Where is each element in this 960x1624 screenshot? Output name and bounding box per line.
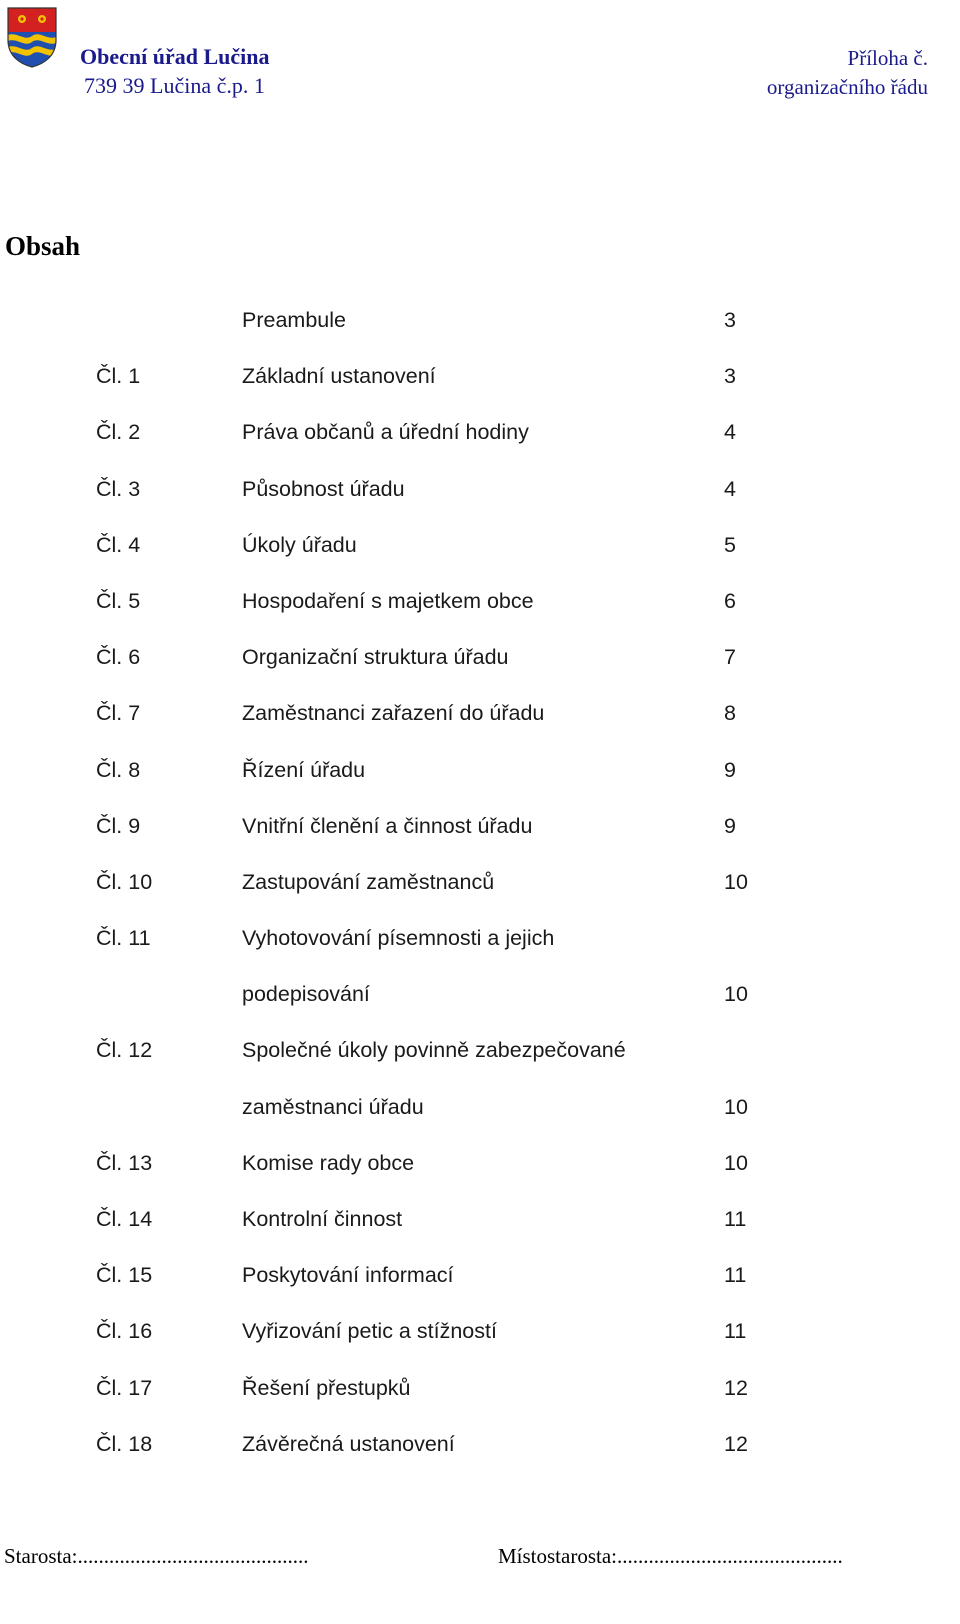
toc-page-number: 6 — [724, 588, 736, 613]
toc-page-number: 11 — [724, 1319, 747, 1344]
office-address: 739 39 Lučina č.p. 1 — [84, 73, 265, 98]
toc-entry-title: Hospodaření s majetkem obce — [242, 588, 534, 613]
toc-entry-title: Závěrečná ustanovení — [242, 1431, 455, 1456]
toc-article-number: Čl. 9 — [96, 813, 141, 838]
toc-article-number: Čl. 6 — [96, 645, 141, 670]
toc-row — [0, 1151, 960, 1207]
toc-page-number: 10 — [724, 1094, 748, 1119]
toc-entry-title: Zastupování zaměstnanců — [242, 869, 495, 894]
toc-row — [0, 1432, 960, 1488]
toc-row — [0, 477, 960, 533]
toc-row — [0, 758, 960, 814]
toc-row — [0, 1095, 960, 1151]
toc-article-number: Čl. 16 — [96, 1319, 153, 1344]
toc-row — [0, 926, 960, 982]
coat-of-arms-icon — [6, 6, 58, 68]
toc-article-number: Čl. 4 — [96, 532, 141, 557]
toc-article-number: Čl. 5 — [96, 588, 141, 613]
toc-article-number: Čl. 17 — [96, 1375, 153, 1400]
toc-row — [0, 870, 960, 926]
toc-page-number: 8 — [724, 701, 736, 726]
mayor-signature-line: Starosta:............................................ — [4, 1544, 309, 1568]
toc-article-number: Čl. 14 — [96, 1207, 153, 1231]
toc-entry-title: podepisování — [242, 982, 370, 1007]
toc-entry-title: Společné úkoly povinně zabezpečované — [242, 1038, 626, 1063]
toc-entry-title: Zaměstnanci zařazení do úřadu — [242, 701, 545, 726]
toc-page-number: 4 — [724, 476, 736, 501]
toc-row — [0, 364, 960, 420]
table-of-contents — [0, 308, 960, 1488]
toc-row — [0, 1319, 960, 1375]
toc-article-number: Čl. 7 — [96, 701, 141, 726]
toc-article-number: Čl. 13 — [96, 1150, 153, 1175]
toc-entry-title: Kontrolní činnost — [242, 1207, 403, 1231]
toc-entry-title: Řízení úřadu — [242, 757, 366, 782]
toc-page-number: 7 — [724, 645, 736, 670]
toc-page-number: 10 — [724, 869, 748, 894]
toc-row — [0, 1376, 960, 1432]
toc-article-number: Čl. 2 — [96, 420, 141, 445]
toc-row — [0, 308, 960, 364]
toc-row — [0, 814, 960, 870]
toc-article-number: Čl. 18 — [96, 1431, 153, 1456]
toc-entry-title: Působnost úřadu — [242, 476, 405, 501]
toc-page-number: 11 — [724, 1263, 747, 1288]
toc-entry-title: Poskytování informací — [242, 1263, 454, 1288]
toc-page-number: 9 — [724, 757, 736, 782]
toc-entry-title: Základní ustanovení — [242, 364, 436, 389]
toc-entry-title: Práva občanů a úřední hodiny — [242, 420, 529, 445]
toc-page-number: 3 — [724, 364, 736, 389]
toc-row — [0, 701, 960, 757]
toc-row — [0, 420, 960, 476]
toc-entry-title: Vnitřní členění a činnost úřadu — [242, 813, 533, 838]
toc-row — [0, 1038, 960, 1094]
toc-article-number: Čl. 11 — [96, 926, 151, 951]
toc-entry-title: Preambule — [242, 308, 346, 332]
toc-page-number: 11 — [724, 1207, 747, 1231]
toc-entry-title: Vyřizování petic a stížností — [242, 1319, 497, 1344]
toc-entry-title: Úkoly úřadu — [242, 532, 357, 557]
toc-article-number: Čl. 15 — [96, 1263, 153, 1288]
office-name: Obecní úřad Lučina — [80, 44, 270, 69]
toc-heading: Obsah — [5, 231, 81, 261]
toc-page-number: 10 — [724, 1150, 748, 1175]
toc-page-number: 9 — [724, 813, 736, 838]
toc-article-number: Čl. 3 — [96, 476, 141, 501]
toc-page-number: 5 — [724, 532, 736, 557]
toc-row — [0, 1207, 960, 1263]
toc-row — [0, 982, 960, 1038]
appendix-document: organizačního řádu — [766, 75, 928, 99]
toc-entry-title: Organizační struktura úřadu — [242, 645, 509, 670]
toc-entry-title: Řešení přestupků — [242, 1375, 411, 1400]
appendix-label: Příloha č. — [847, 46, 928, 70]
toc-page-number: 10 — [724, 982, 748, 1007]
toc-row — [0, 645, 960, 701]
deputy-mayor-signature-line: Místostarosta:........................................... — [498, 1544, 843, 1568]
toc-row — [0, 533, 960, 589]
toc-page-number: 3 — [724, 308, 736, 332]
toc-article-number: Čl. 8 — [96, 757, 141, 782]
toc-page-number: 12 — [724, 1431, 748, 1456]
toc-page-number: 4 — [724, 420, 736, 445]
toc-entry-title: zaměstnanci úřadu — [242, 1094, 424, 1119]
toc-entry-title: Komise rady obce — [242, 1150, 415, 1175]
toc-article-number: Čl. 1 — [96, 364, 141, 389]
toc-article-number: Čl. 10 — [96, 869, 153, 894]
toc-row — [0, 1263, 960, 1319]
toc-entry-title: Vyhotovování písemnosti a jejich — [242, 926, 555, 951]
toc-article-number: Čl. 12 — [96, 1038, 153, 1063]
toc-page-number: 12 — [724, 1375, 748, 1400]
toc-row — [0, 589, 960, 645]
